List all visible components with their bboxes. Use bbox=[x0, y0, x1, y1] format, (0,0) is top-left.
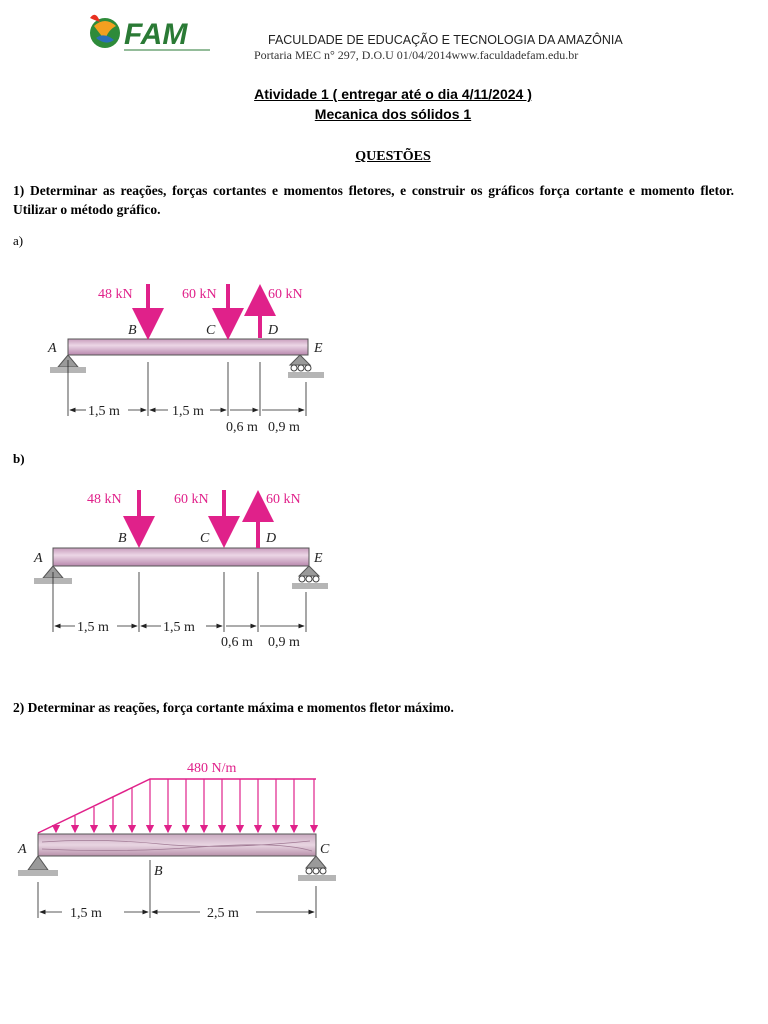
section-heading: QUESTÕES bbox=[355, 149, 431, 164]
point-label-d: D bbox=[266, 531, 277, 546]
beam bbox=[53, 548, 309, 566]
dim-label-ab: 1,5 m bbox=[88, 404, 120, 419]
load-label-d: 60 kN bbox=[266, 492, 301, 507]
dim-label-bc: 2,5 m bbox=[207, 906, 239, 921]
pin-support bbox=[18, 856, 58, 876]
point-label-b: B bbox=[118, 531, 127, 546]
point-label-d: D bbox=[268, 323, 279, 338]
point-label-b: B bbox=[128, 323, 137, 338]
dim-label-cd: 0,6 m bbox=[221, 635, 253, 650]
point-label-c: C bbox=[320, 842, 330, 857]
point-label-c: C bbox=[200, 531, 210, 546]
load-label-b: 48 kN bbox=[98, 287, 133, 302]
activity-title: Atividade 1 ( entregar até o dia 4/11/2024 ) bbox=[254, 86, 532, 102]
load-label-b: 48 kN bbox=[87, 492, 122, 507]
item-a-label: a) bbox=[13, 233, 24, 248]
dim-label-ab: 1,5 m bbox=[70, 906, 102, 921]
question-1-text: 1) Determinar as reações, forças cortantes e momentos fletores, e construir os gráficos força cortante e momento fletor. Utilizar o método gráfico. bbox=[13, 183, 734, 217]
beam-diagram-distributed bbox=[0, 752, 350, 932]
logo-text: FAM bbox=[124, 18, 188, 51]
load-label-c: 60 kN bbox=[182, 287, 217, 302]
beam-diagram-b bbox=[0, 476, 340, 652]
roller-support bbox=[288, 355, 324, 378]
dim-label-ab: 1,5 m bbox=[77, 620, 109, 635]
point-label-c: C bbox=[206, 323, 216, 338]
point-label-e: E bbox=[314, 551, 323, 566]
institution-name: FACULDADE DE EDUCAÇÃO E TECNOLOGIA DA AMAZÔNIA bbox=[268, 33, 623, 47]
dim-label-de: 0,9 m bbox=[268, 635, 300, 650]
load-label-c: 60 kN bbox=[174, 492, 209, 507]
point-label-a: A bbox=[18, 842, 27, 857]
load-label-d: 60 kN bbox=[268, 287, 303, 302]
roller-support bbox=[298, 856, 336, 881]
course-title: Mecanica dos sólidos 1 bbox=[314, 106, 472, 122]
distributed-load-label: 480 N/m bbox=[187, 761, 237, 776]
dim-label-bc: 1,5 m bbox=[163, 620, 195, 635]
load-envelope bbox=[38, 779, 316, 833]
portaria-line: Portaria MEC n° 297, D.O.U 01/04/2014www.faculdadefam.edu.br bbox=[254, 48, 579, 62]
question-2-text: 2) Determinar as reações, força cortante máxima e momentos fletor máximo. bbox=[13, 700, 454, 715]
item-b-label: b) bbox=[13, 451, 25, 466]
dim-label-bc: 1,5 m bbox=[172, 404, 204, 419]
point-label-e: E bbox=[314, 341, 323, 356]
dim-label-de: 0,9 m bbox=[268, 420, 300, 435]
fam-logo bbox=[86, 8, 216, 54]
dim-label-cd: 0,6 m bbox=[226, 420, 258, 435]
point-label-a: A bbox=[48, 341, 57, 356]
roller-support bbox=[292, 566, 328, 589]
beam-diagram-a bbox=[0, 270, 340, 440]
point-label-b: B bbox=[154, 864, 163, 879]
point-label-a: A bbox=[34, 551, 43, 566]
beam bbox=[68, 339, 308, 355]
